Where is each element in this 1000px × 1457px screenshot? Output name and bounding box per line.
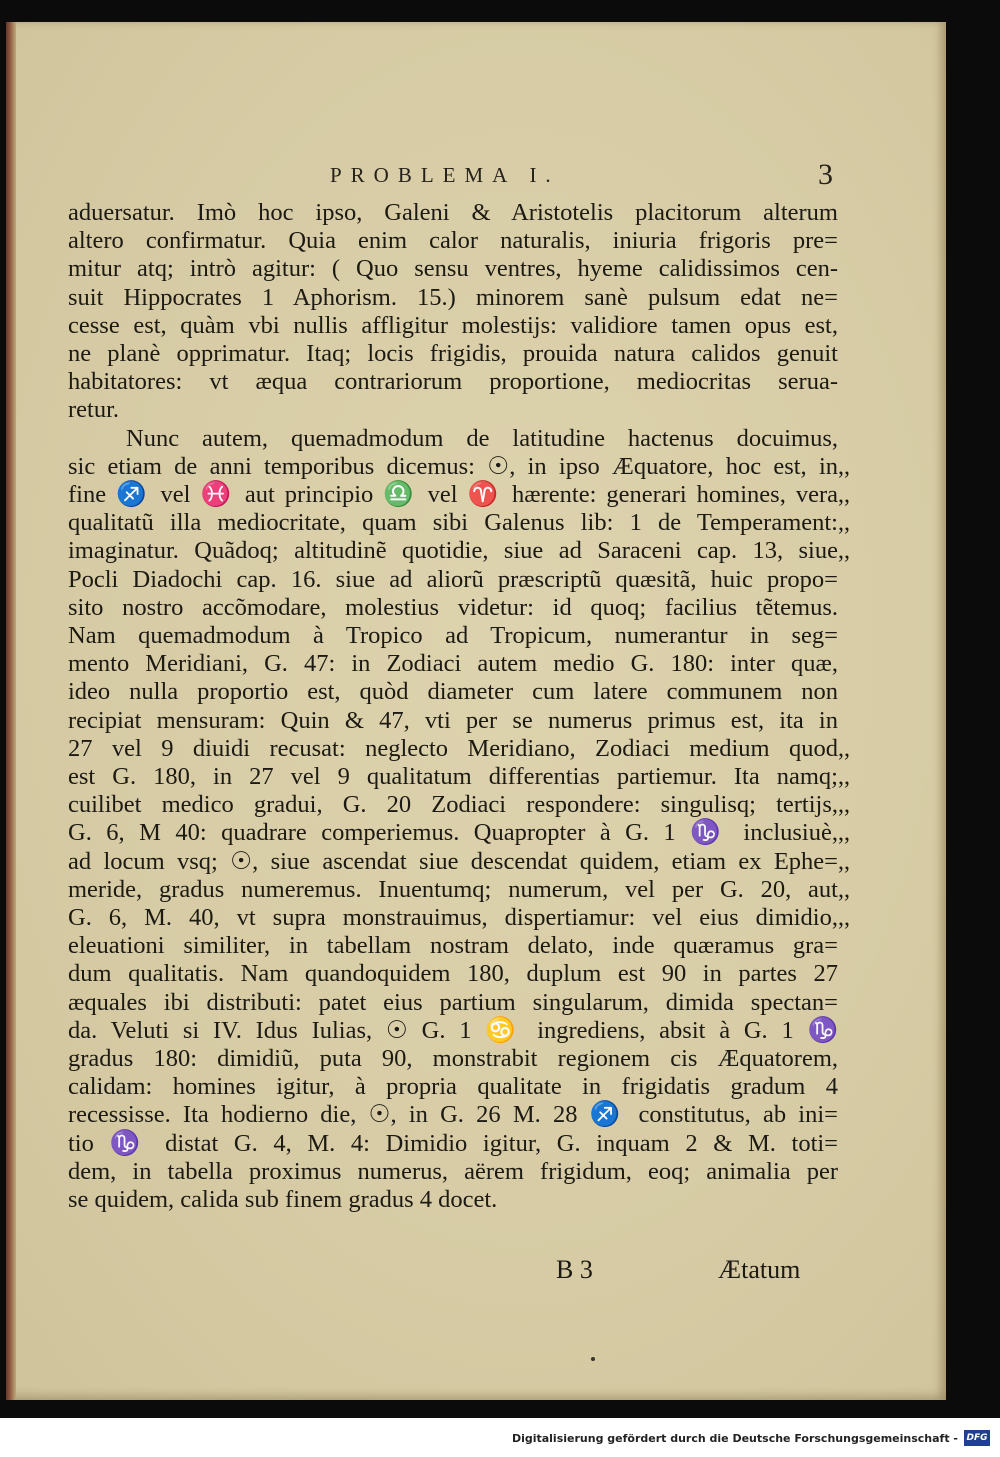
marginal-quote-mark: ,, bbox=[838, 510, 850, 536]
text-line: eleuationi similiter, in tabellam nostram delato, inde quæramus gra= bbox=[68, 932, 838, 959]
text-line: sito nostro accõmodare, molestius videtur: id quoq; facilius tẽtemus. bbox=[68, 594, 838, 621]
text-line: gradus 180: dimidiũ, puta 90, monstrabit regionem cis Æquatorem, bbox=[68, 1045, 838, 1072]
text-line: tio ♑ distat G. 4, M. 4: Dimidio igitur, G. inquam 2 & M. toti= bbox=[68, 1130, 838, 1157]
text-line: imaginatur. Quãdoq; altitudinẽ quotidie, siue ad Saraceni cap. 13, siue bbox=[68, 537, 838, 564]
text-line: habitatores: vt æqua contrariorum proportione, mediocritas serua- bbox=[68, 368, 838, 395]
page-number: 3 bbox=[818, 158, 833, 191]
running-head: PROBLEMA I. bbox=[330, 163, 560, 187]
catchword: Ætatum bbox=[718, 1255, 801, 1284]
text-line: calidam: homines igitur, à propria qualitate in frigidatis gradum 4 bbox=[68, 1073, 838, 1100]
marginal-quote-mark: ,, bbox=[838, 792, 850, 818]
text-line: G. 6, M 40: quadrare comperiemus. Quapropter à G. 1 ♑ inclusiuè, bbox=[68, 819, 838, 846]
text-line: Pocli Diadochi cap. 16. siue ad aliorũ præscriptũ quæsitã, huic propo= bbox=[68, 566, 838, 593]
text-line: fine ♐ vel ♓ aut principio ♎ vel ♈ hærente: generari homines, vera bbox=[68, 481, 838, 508]
text-line: æquales ibi distributi: patet eius partium singularum, dimida spectan= bbox=[68, 989, 838, 1016]
text-line: altero confirmatur. Quia enim calor naturalis, iniuria frigoris pre= bbox=[68, 227, 838, 254]
marginal-quote-mark: ,, bbox=[838, 454, 850, 480]
text-line: cuilibet medico gradui, G. 20 Zodiaci respondere: singulisq; tertijs, bbox=[68, 791, 838, 818]
text-line: mitur atq; intrò agitur: ( Quo sensu ventres, hyeme calidissimos cen- bbox=[68, 255, 838, 282]
text-line: se quidem, calida sub finem gradus 4 docet. bbox=[68, 1186, 498, 1213]
marginal-quote-mark: ,, bbox=[838, 482, 850, 508]
text-line: da. Veluti si IV. Idus Iulias, ☉ G. 1 ♋ ingrediens, absit à G. 1 ♑ bbox=[68, 1017, 838, 1044]
marginal-quote-mark: ,, bbox=[838, 877, 850, 903]
text-line: 27 vel 9 diuidi recusat: neglecto Meridiano, Zodiaci medium quod bbox=[68, 735, 838, 762]
text-line: ne planè opprimatur. Itaq; locis frigidis, prouida natura calidos genuit bbox=[68, 340, 838, 367]
text-line: cesse est, quàm vbi nullis affligitur molestijs: validiore tamen opus est, bbox=[68, 312, 838, 339]
text-line: est G. 180, in 27 vel 9 qualitatum differentias partiemur. Ita namq; bbox=[68, 763, 838, 790]
text-line: dum qualitatis. Nam quandoquidem 180, duplum est 90 in partes 27 bbox=[68, 960, 838, 987]
text-line: G. 6, M. 40, vt supra monstrauimus, dispertiamur: vel eius dimidio, bbox=[68, 904, 838, 931]
text-line: suit Hippocrates 1 Aphorism. 15.) minorem sanè pulsum edat ne= bbox=[68, 284, 838, 311]
marginal-quote-mark: ,, bbox=[838, 849, 850, 875]
marginal-quote-mark: ,, bbox=[838, 736, 850, 762]
text-line: Nam quemadmodum à Tropico ad Tropicum, numerantur in seg= bbox=[68, 622, 838, 649]
text-line: recipiat mensuram: Quin & 47, vti per se numerus primus est, ita in bbox=[68, 707, 838, 734]
text-line: sic etiam de anni temporibus dicemus: ☉, in ipso Æquatore, hoc est, in bbox=[68, 453, 838, 480]
ink-dot bbox=[591, 1357, 595, 1361]
marginal-quote-mark: ,, bbox=[838, 538, 850, 564]
text-line: dem, in tabella proximus numerus, aërem frigidum, eoq; animalia per bbox=[68, 1158, 838, 1185]
text-line: ideo nulla proportio est, quòd diameter cum latere communem non bbox=[68, 678, 838, 705]
funding-notice: Digitalisierung gefördert durch die Deutsche Forschungsgemeinschaft - bbox=[511, 1432, 958, 1445]
dfg-logo: DFG bbox=[964, 1430, 990, 1446]
marginal-quote-mark: ,, bbox=[838, 820, 850, 846]
text-line: meride, gradus numeremus. Inuentumq; numerum, vel per G. 20, aut bbox=[68, 876, 838, 903]
marginal-quote-mark: ,, bbox=[838, 764, 850, 790]
text-line: mento Meridiani, G. 47: in Zodiaci autem medio G. 180: inter quæ, bbox=[68, 650, 838, 677]
text-line: recessisse. Ita hodierno die, ☉, in G. 26 M. 28 ♐ constitutus, ab ini= bbox=[68, 1101, 838, 1128]
printer-signature: B 3 bbox=[556, 1255, 593, 1284]
text-line: ad locum vsq; ☉, siue ascendat siue descendat quidem, etiam ex Ephe= bbox=[68, 848, 838, 875]
text-line: aduersatur. Imò hoc ipso, Galeni & Aristotelis placitorum alterum bbox=[68, 199, 838, 226]
marginal-quote-mark: ,, bbox=[838, 905, 850, 931]
text-line: qualitatũ illa mediocritate, quam sibi Galenus lib: 1 de Temperament: bbox=[68, 509, 838, 536]
text-line: Nunc autem, quemadmodum de latitudine hactenus docuimus, bbox=[126, 425, 838, 452]
text-line: retur. bbox=[68, 396, 120, 423]
